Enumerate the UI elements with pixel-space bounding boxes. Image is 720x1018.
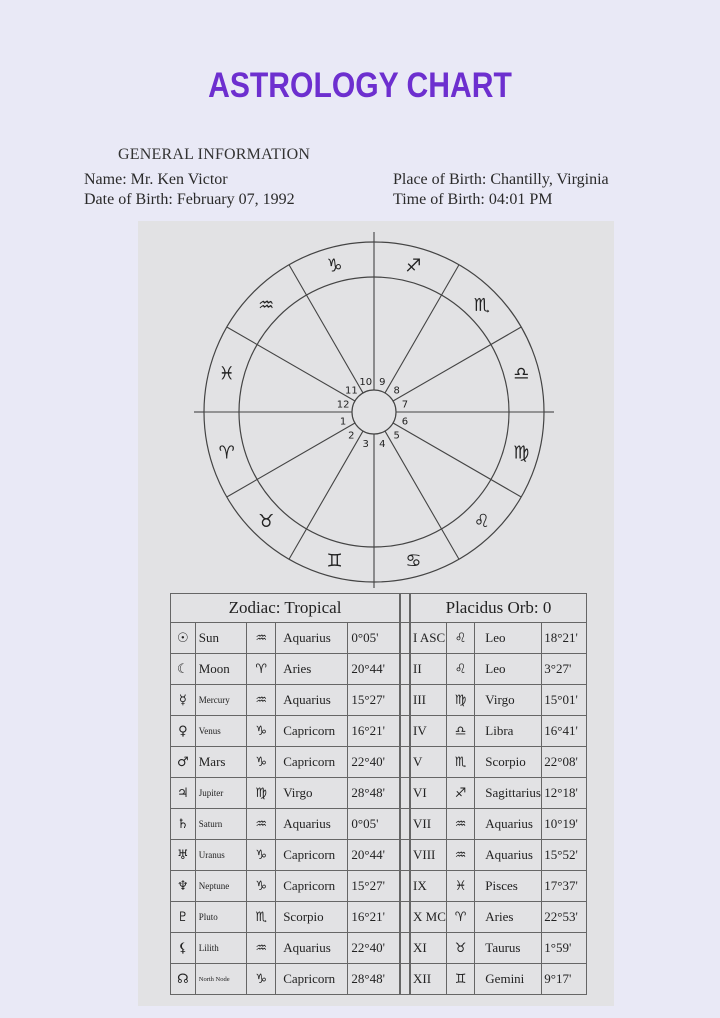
house-cusp-line bbox=[385, 265, 459, 393]
wheel-sign-glyph: ♉ bbox=[258, 510, 275, 532]
placidus-table-row bbox=[411, 902, 587, 933]
degree-value: 16°21' bbox=[348, 902, 400, 933]
placidus-table-row bbox=[411, 871, 587, 902]
center-circle bbox=[352, 390, 396, 434]
house-number: IX bbox=[411, 871, 447, 902]
planet-symbol: ☿ bbox=[171, 685, 196, 716]
house-number: V bbox=[411, 747, 447, 778]
degree-value: 22°40' bbox=[348, 933, 400, 964]
house-number: VIII bbox=[411, 840, 447, 871]
degree-value: 28°48' bbox=[348, 964, 400, 995]
sign-name: Aquarius bbox=[276, 809, 348, 840]
divider-cell bbox=[401, 809, 410, 840]
wheel-house-number: 5 bbox=[393, 430, 400, 442]
sign-name: Capricorn bbox=[276, 840, 348, 871]
planet-symbol: ☾ bbox=[171, 654, 196, 685]
date-of-birth-field: Date of Birth: February 07, 1992 bbox=[84, 191, 295, 208]
wheel-house-number: 6 bbox=[401, 416, 409, 428]
place-of-birth-field: Place of Birth: Chantilly, Virginia bbox=[393, 171, 609, 188]
house-degree-value: 18°21' bbox=[542, 623, 587, 654]
house-cusp-line bbox=[227, 327, 355, 401]
house-number: IV bbox=[411, 716, 447, 747]
house-number: XII bbox=[411, 964, 447, 995]
placidus-table-row bbox=[411, 964, 587, 995]
divider-cell bbox=[401, 840, 410, 871]
sign-symbol: ♏ bbox=[247, 902, 276, 933]
placidus-table-row bbox=[411, 685, 587, 716]
house-number: VI bbox=[411, 778, 447, 809]
wheel-sign-glyph: ♈ bbox=[218, 442, 235, 464]
placidus-table-row bbox=[411, 654, 587, 685]
house-sign-symbol: ♌ bbox=[446, 623, 474, 654]
house-sign-name: Pisces bbox=[475, 871, 542, 902]
planet-name: Lilith bbox=[195, 933, 247, 964]
house-number: X MC bbox=[411, 902, 447, 933]
house-degree-value: 16°41' bbox=[542, 716, 587, 747]
house-number: III bbox=[411, 685, 447, 716]
sign-symbol: ♒ bbox=[247, 623, 276, 654]
sign-name: Capricorn bbox=[276, 716, 348, 747]
sign-name: Aries bbox=[276, 654, 348, 685]
planet-name: Uranus bbox=[195, 840, 247, 871]
house-sign-symbol: ♐ bbox=[446, 778, 474, 809]
house-degree-value: 17°37' bbox=[542, 871, 587, 902]
wheel-sign-glyph: ♑ bbox=[326, 255, 343, 277]
house-number: VII bbox=[411, 809, 447, 840]
house-sign-name: Virgo bbox=[475, 685, 542, 716]
wheel-house-number: 1 bbox=[339, 416, 347, 428]
wheel-house-number: 10 bbox=[359, 377, 373, 389]
wheel-sign-glyph: ♒ bbox=[258, 295, 275, 317]
sign-symbol: ♒ bbox=[247, 809, 276, 840]
house-sign-name: Aquarius bbox=[475, 840, 542, 871]
house-degree-value: 22°08' bbox=[542, 747, 587, 778]
house-cusp-line bbox=[227, 423, 355, 497]
house-number: II bbox=[411, 654, 447, 685]
house-degree-value: 3°27' bbox=[542, 654, 587, 685]
planet-symbol: ⚸ bbox=[171, 933, 196, 964]
zodiac-table-row bbox=[171, 902, 400, 933]
sign-name: Capricorn bbox=[276, 871, 348, 902]
sign-name: Aquarius bbox=[276, 933, 348, 964]
wheel-house-number: 11 bbox=[345, 385, 358, 397]
house-sign-symbol: ♌ bbox=[446, 654, 474, 685]
sign-name: Capricorn bbox=[276, 964, 348, 995]
wheel-sign-glyph: ♌ bbox=[473, 510, 490, 532]
placidus-table-row bbox=[411, 716, 587, 747]
wheel-sign-glyph: ♍ bbox=[513, 442, 530, 464]
house-sign-symbol: ♓ bbox=[446, 871, 474, 902]
zodiac-table-row bbox=[171, 716, 400, 747]
zodiac-table-row bbox=[171, 964, 400, 995]
house-degree-value: 15°01' bbox=[542, 685, 587, 716]
divider-cell bbox=[401, 871, 410, 902]
planet-name: Pluto bbox=[195, 902, 247, 933]
house-cusp-line bbox=[393, 423, 521, 497]
degree-value: 0°05' bbox=[348, 623, 400, 654]
sign-symbol: ♑ bbox=[247, 964, 276, 995]
planet-symbol: ☉ bbox=[171, 623, 196, 654]
sign-symbol: ♒ bbox=[247, 685, 276, 716]
wheel-house-number: 4 bbox=[379, 438, 386, 450]
house-degree-value: 22°53' bbox=[542, 902, 587, 933]
planet-name: North Node bbox=[195, 964, 247, 995]
zodiac-table-row bbox=[171, 933, 400, 964]
house-sign-symbol: ♎ bbox=[446, 716, 474, 747]
zodiac-table-row bbox=[171, 871, 400, 902]
house-sign-name: Libra bbox=[475, 716, 542, 747]
divider-cell bbox=[401, 902, 410, 933]
sign-name: Aquarius bbox=[276, 623, 348, 654]
planet-symbol: ♄ bbox=[171, 809, 196, 840]
divider-cell bbox=[401, 778, 410, 809]
planet-name: Mercury bbox=[195, 685, 247, 716]
house-cusp-line bbox=[289, 265, 363, 393]
wheel-house-number: 3 bbox=[362, 438, 369, 450]
zodiac-table bbox=[170, 593, 400, 995]
time-of-birth-field: Time of Birth: 04:01 PM bbox=[393, 191, 553, 208]
sign-name: Virgo bbox=[276, 778, 348, 809]
zodiac-table-row bbox=[171, 654, 400, 685]
degree-value: 0°05' bbox=[348, 809, 400, 840]
planet-name: Neptune bbox=[195, 871, 247, 902]
house-degree-value: 12°18' bbox=[542, 778, 587, 809]
zodiac-table-row bbox=[171, 747, 400, 778]
planet-symbol: ☊ bbox=[171, 964, 196, 995]
divider-cell bbox=[401, 933, 410, 964]
zodiac-table-row bbox=[171, 809, 400, 840]
zodiac-table-row bbox=[171, 685, 400, 716]
wheel-house-number: 9 bbox=[379, 377, 386, 389]
placidus-table-row bbox=[411, 840, 587, 871]
placidus-table-row bbox=[411, 747, 587, 778]
planet-symbol: ♆ bbox=[171, 871, 196, 902]
house-degree-value: 15°52' bbox=[542, 840, 587, 871]
wheel-house-number: 2 bbox=[348, 430, 355, 442]
house-sign-name: Leo bbox=[475, 654, 542, 685]
house-sign-symbol: ♒ bbox=[446, 809, 474, 840]
planet-symbol: ♀ bbox=[171, 716, 196, 747]
planet-symbol: ♇ bbox=[171, 902, 196, 933]
wheel-house-number: 7 bbox=[401, 399, 409, 411]
degree-value: 15°27' bbox=[348, 685, 400, 716]
house-sign-name: Scorpio bbox=[475, 747, 542, 778]
house-number: I ASC bbox=[411, 623, 447, 654]
house-degree-value: 9°17' bbox=[542, 964, 587, 995]
planet-name: Moon bbox=[195, 654, 247, 685]
sign-symbol: ♑ bbox=[247, 747, 276, 778]
degree-value: 20°44' bbox=[348, 654, 400, 685]
planet-symbol: ♂ bbox=[171, 747, 196, 778]
sign-symbol: ♈ bbox=[247, 654, 276, 685]
house-sign-symbol: ♉ bbox=[446, 933, 474, 964]
planet-name: Venus bbox=[195, 716, 247, 747]
planet-name: Mars bbox=[195, 747, 247, 778]
house-degree-value: 1°59' bbox=[542, 933, 587, 964]
planet-symbol: ♅ bbox=[171, 840, 196, 871]
house-sign-name: Leo bbox=[475, 623, 542, 654]
house-sign-name: Taurus bbox=[475, 933, 542, 964]
wheel-house-number: 12 bbox=[336, 399, 350, 411]
placidus-table-row bbox=[411, 623, 587, 654]
planet-name: Saturn bbox=[195, 809, 247, 840]
wheel-sign-glyph: ♊ bbox=[326, 550, 343, 572]
sign-symbol: ♒ bbox=[247, 933, 276, 964]
house-cusp-line bbox=[393, 327, 521, 401]
house-sign-name: Sagittarius bbox=[475, 778, 542, 809]
sign-name: Aquarius bbox=[276, 685, 348, 716]
degree-value: 28°48' bbox=[348, 778, 400, 809]
wheel-sign-glyph: ♐ bbox=[405, 255, 422, 277]
house-sign-symbol: ♏ bbox=[446, 747, 474, 778]
placidus-table-row bbox=[411, 809, 587, 840]
planet-name: Jupiter bbox=[195, 778, 247, 809]
house-cusp-line bbox=[385, 431, 459, 559]
table-divider bbox=[400, 593, 410, 995]
wheel-sign-glyph: ♋ bbox=[405, 550, 422, 572]
degree-value: 16°21' bbox=[348, 716, 400, 747]
divider-cell bbox=[401, 964, 410, 995]
divider-cell bbox=[401, 654, 410, 685]
sign-symbol: ♑ bbox=[247, 716, 276, 747]
sign-symbol: ♑ bbox=[247, 840, 276, 871]
house-sign-name: Aries bbox=[475, 902, 542, 933]
degree-value: 15°27' bbox=[348, 871, 400, 902]
sign-name: Scorpio bbox=[276, 902, 348, 933]
placidus-table-header: Placidus Orb: 0 bbox=[411, 594, 587, 623]
zodiac-table-header: Zodiac: Tropical bbox=[171, 594, 400, 623]
page-title: ASTROLOGY CHART bbox=[208, 66, 512, 105]
wheel-sign-glyph: ♎ bbox=[513, 363, 530, 385]
planet-name: Sun bbox=[195, 623, 247, 654]
degree-value: 22°40' bbox=[348, 747, 400, 778]
wheel-sign-glyph: ♓ bbox=[218, 363, 235, 385]
house-sign-symbol: ♈ bbox=[446, 902, 474, 933]
house-sign-name: Aquarius bbox=[475, 809, 542, 840]
house-sign-symbol: ♍ bbox=[446, 685, 474, 716]
divider-cell bbox=[401, 685, 410, 716]
placidus-table-row bbox=[411, 933, 587, 964]
wheel-house-number: 8 bbox=[393, 385, 400, 397]
sign-symbol: ♍ bbox=[247, 778, 276, 809]
planet-symbol: ♃ bbox=[171, 778, 196, 809]
zodiac-table-row bbox=[171, 778, 400, 809]
placidus-table-row bbox=[411, 778, 587, 809]
name-field: Name: Mr. Ken Victor bbox=[84, 171, 228, 188]
zodiac-table-row bbox=[171, 623, 400, 654]
house-sign-name: Gemini bbox=[475, 964, 542, 995]
placidus-table bbox=[410, 593, 587, 995]
zodiac-table-row bbox=[171, 840, 400, 871]
wheel-sign-glyph: ♏ bbox=[473, 295, 490, 317]
house-sign-symbol: ♊ bbox=[446, 964, 474, 995]
sign-name: Capricorn bbox=[276, 747, 348, 778]
divider-cell bbox=[401, 623, 410, 654]
sign-symbol: ♑ bbox=[247, 871, 276, 902]
divider-cell bbox=[401, 716, 410, 747]
degree-value: 20°44' bbox=[348, 840, 400, 871]
general-info-heading: GENERAL INFORMATION bbox=[118, 146, 311, 163]
house-sign-symbol: ♒ bbox=[446, 840, 474, 871]
house-degree-value: 10°19' bbox=[542, 809, 587, 840]
house-number: XI bbox=[411, 933, 447, 964]
divider-cell bbox=[401, 747, 410, 778]
house-cusp-line bbox=[289, 431, 363, 559]
